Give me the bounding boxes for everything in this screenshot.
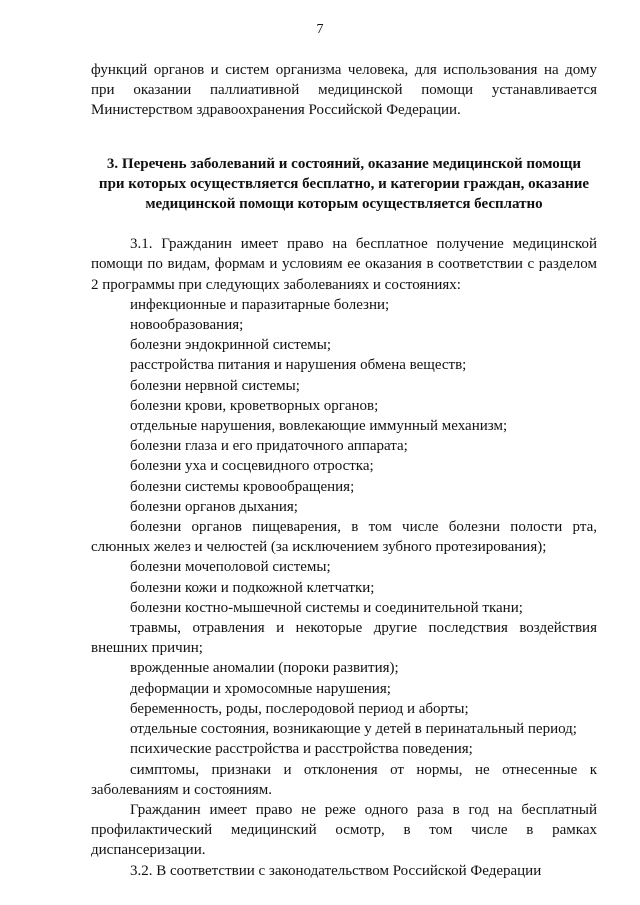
list-item: беременность, роды, послеродовой период и аборты; bbox=[130, 700, 469, 717]
checkup-paragraph: Гражданин имеет право не реже одного раза в год на бесплатный профилактический медицинский осмотр, в том числе в рамках диспансеризации. bbox=[91, 801, 597, 859]
page-content bbox=[91, 60, 597, 881]
list-item: симптомы, признаки и отклонения от нормы, не отнесенные к заболеваниям и состояниям. bbox=[91, 761, 597, 798]
list-item: новообразования; bbox=[130, 317, 244, 334]
section-heading-line: 3. Перечень заболеваний и состояний, оказание медицинской помощи bbox=[106, 155, 582, 172]
continuation-paragraph: функций органов и систем организма человека, для использования на дому при оказании паллиативной медицинской помощи устанавливается Министерством здравоохранения Российской Федерации. bbox=[91, 62, 597, 119]
paragraph-3-1-intro: 3.1. Гражданин имеет право на бесплатное получение медицинской помощи по видам, формам и условиям ее оказания в соответствии с разделом 2 программы при следующих заболеваниях и состояниях: bbox=[91, 236, 597, 293]
list-item: болезни органов пищеварения, в том числе болезни полости рта, слюнных желез и челюстей (за исключением зубного протезирования); bbox=[91, 519, 597, 556]
list-item: болезни костно-мышечной системы и соединительной ткани; bbox=[130, 599, 523, 616]
list-item: отдельные состояния, возникающие у детей в перинатальный период; bbox=[130, 721, 577, 738]
list-item: инфекционные и паразитарные болезни; bbox=[130, 296, 390, 313]
list-item: болезни эндокринной системы; bbox=[130, 337, 332, 354]
conditions-list bbox=[91, 295, 597, 800]
list-item: травмы, отравления и некоторые другие последствия воздействия внешних причин; bbox=[91, 620, 597, 657]
list-item: расстройства питания и нарушения обмена веществ; bbox=[130, 357, 467, 374]
list-item: психические расстройства и расстройства поведения; bbox=[130, 741, 473, 758]
list-item: болезни уха и сосцевидного отростка; bbox=[130, 458, 374, 475]
list-item: болезни мочеполовой системы; bbox=[130, 559, 331, 576]
list-item: болезни крови, кроветворных органов; bbox=[130, 397, 379, 414]
list-item: отдельные нарушения, вовлекающие иммунный механизм; bbox=[130, 418, 508, 435]
list-item: болезни глаза и его придаточного аппарата; bbox=[130, 438, 408, 455]
section-heading-line: при которых осуществляется бесплатно, и категории граждан, оказание bbox=[98, 175, 590, 192]
list-item: деформации и хромосомные нарушения; bbox=[130, 680, 391, 697]
list-item: болезни системы кровообращения; bbox=[130, 478, 355, 495]
list-item: болезни кожи и подкожной клетчатки; bbox=[130, 579, 375, 596]
page-number: 7 bbox=[316, 22, 324, 37]
section-heading bbox=[91, 154, 597, 215]
paragraph-3-2-start: 3.2. В соответствии с законодательством Российской Федерации bbox=[130, 862, 542, 879]
list-item: врожденные аномалии (пороки развития); bbox=[130, 660, 399, 677]
section-heading-line: медицинской помощи которым осуществляется бесплатно bbox=[145, 196, 543, 213]
list-item: болезни нервной системы; bbox=[130, 377, 300, 394]
list-item: болезни органов дыхания; bbox=[130, 498, 298, 515]
